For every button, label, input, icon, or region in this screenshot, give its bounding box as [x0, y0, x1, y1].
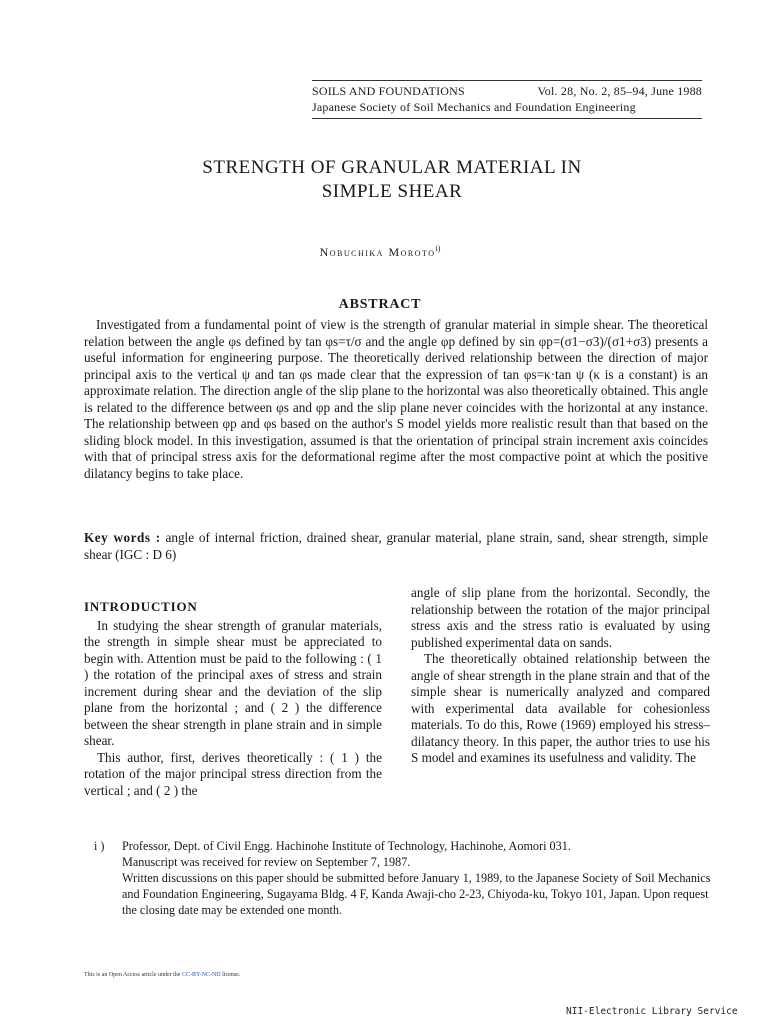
license-prefix: This is an Open Access article under the: [84, 972, 181, 978]
intro-paragraph-2: This author, first, derives theoretically : ( 1 ) the rotation of the major principal stress direction from the vertical ; and ( 2 ) the: [84, 749, 382, 798]
journal-name: SOILS AND FOUNDATIONS: [312, 84, 465, 98]
service-label: NII-Electronic Library Service: [566, 1006, 738, 1017]
right-paragraph-1: angle of slip plane from the horizontal. Secondly, the relationship between the rotation of the major principal stress axis and the stress ratio is evaluated by using published experimental data on sands.: [411, 585, 710, 650]
footnote-affiliation: Professor, Dept. of Civil Engg. Hachinohe Institute of Technology, Hachinohe, Aomori 031.: [122, 839, 571, 853]
volume-info: Vol. 28, No. 2, 85–94, June 1988: [537, 84, 702, 98]
author-name: Nobuchika Moroto: [319, 245, 436, 259]
title-line-2: SIMPLE SHEAR: [321, 181, 463, 202]
license-notice: [84, 972, 240, 978]
left-column: [84, 585, 382, 799]
author-line: [0, 244, 760, 260]
journal-header: [312, 80, 702, 119]
keywords-label: Key words :: [84, 530, 161, 545]
footnote-discussion: Written discussions on this paper should be submitted before January 1, 1989, to the Japanese Society of Soil Mechanics and Foundation Engineering, Sugayama Bldg. 4 F, Kanda Awaji-cho 2-23, Chiyoda-ku, Tokyo 101, Japan. Upon request the closing date may be extended one month.: [122, 871, 711, 917]
right-paragraph-2: The theoretically obtained relationship between the angle of shear strength in the plane strain and that of the simple shear is numerically analyzed and compared with experimental data available for cohesionless materials. To do this, Rowe (1969) employed his stress–dilatancy theory. In this paper, the author tries to use his S model and examines its usefulness and validity. The: [411, 651, 710, 765]
abstract-body: Investigated from a fundamental point of view is the strength of granular material in simple shear. The theoretical relation between the angle φs defined by tan φs=τ/σ and the angle φp defined by sin φp=(σ1−σ3)/(σ1+σ3) presents a useful information for engineering purpose. The theoretically derived relationship between the direction of major principal axis to the vertical ψ and tan φs made clear that the expression of tan φs=κ·tan ψ (κ is a constant) is an approximate relation. The direction angle of the slip plane to the horizontal was also theoretically obtained. This angle is related to the difference between φs and φp and the slip plane never coincides with the horizontal at any instance. The relationship between φp and φs based on the author's S model yields more realistic result than that based on the sliding block model. In this investigation, assumed is that the orientation of principal strain increment axis coincides with that of principal stress axis for the deformational regime after the most compactive point at which the positive dilatancy begins to take place.: [84, 317, 708, 481]
keywords-text: angle of internal friction, drained shear, granular material, plane strain, sand, shear strength, simple shear (IGC : D 6): [84, 530, 708, 562]
society-name: Japanese Society of Soil Mechanics and Foundation Engineering: [312, 100, 636, 114]
footnote-received: Manuscript was received for review on September 7, 1987.: [122, 855, 411, 869]
author-footnote-mark: i): [435, 244, 441, 253]
license-link[interactable]: CC-BY-NC-ND: [181, 972, 221, 978]
keywords: [84, 529, 708, 563]
right-column: [411, 585, 710, 767]
intro-paragraph-1: In studying the shear strength of granular materials, the strength in simple shear must be appreciated to begin with. Attention must be paid to the following : ( 1 ) the rotation of the principal axes of stress and strain increment during shear and the deviation of the slip plane from the horizontal ; and ( 2 ) the difference between the shear strength in plane strain and in simple shear.: [84, 617, 382, 748]
title-line-1: STRENGTH OF GRANULAR MATERIAL IN: [202, 157, 582, 178]
license-suffix: license.: [222, 972, 241, 978]
introduction-heading: INTRODUCTION: [84, 599, 198, 614]
paper-title: [0, 156, 768, 204]
abstract-heading: ABSTRACT: [338, 297, 422, 312]
footnote: [94, 838, 714, 918]
footnote-mark: i ): [94, 839, 105, 853]
